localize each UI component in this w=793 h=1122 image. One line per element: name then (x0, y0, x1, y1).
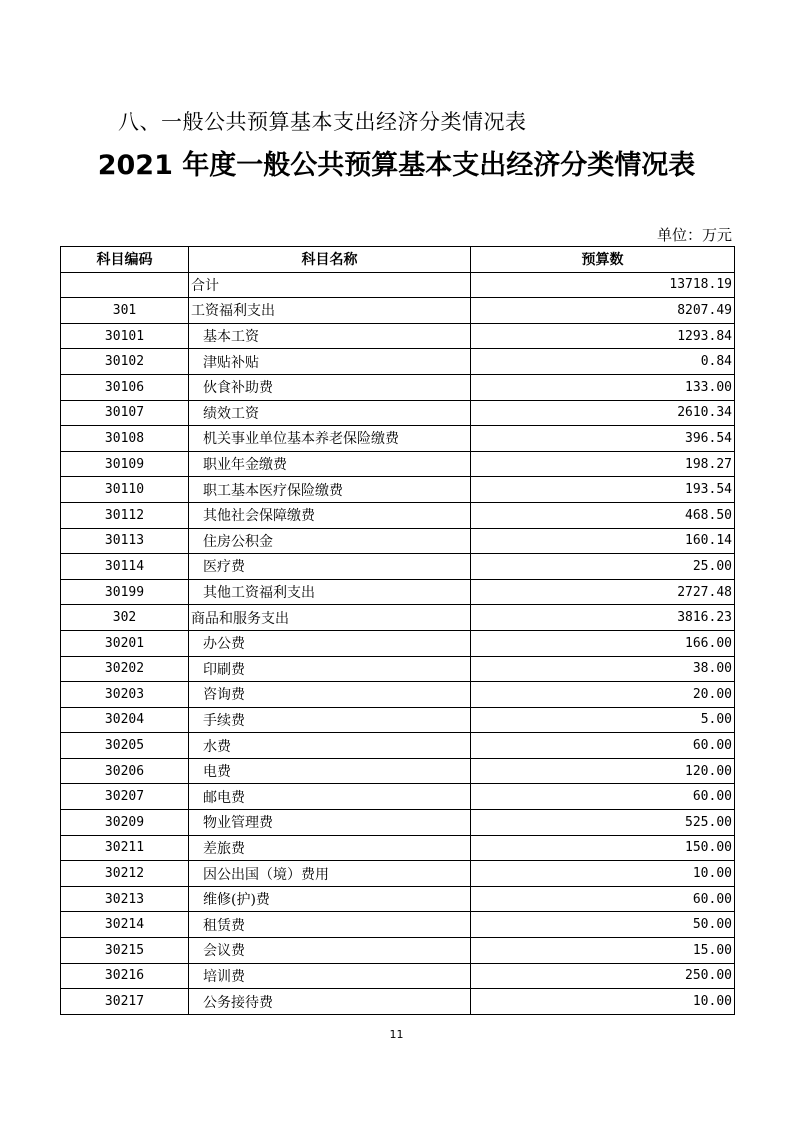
cell-name: 手续费 (189, 707, 471, 733)
cell-code: 30109 (61, 451, 189, 477)
table-row (61, 733, 735, 759)
cell-name: 物业管理费 (189, 810, 471, 836)
cell-amount: 13718.19 (471, 272, 735, 298)
cell-code: 30114 (61, 554, 189, 580)
table-row (61, 861, 735, 887)
cell-code: 30217 (61, 989, 189, 1015)
cell-name: 职工基本医疗保险缴费 (189, 477, 471, 503)
cell-name: 会议费 (189, 938, 471, 964)
cell-code: 30110 (61, 477, 189, 503)
cell-amount: 166.00 (471, 630, 735, 656)
cell-code: 30102 (61, 349, 189, 375)
cell-amount: 10.00 (471, 989, 735, 1015)
table-row (61, 323, 735, 349)
cell-name: 因公出国（境）费用 (189, 861, 471, 887)
cell-name: 咨询费 (189, 682, 471, 708)
cell-code: 30112 (61, 502, 189, 528)
table-body (61, 272, 735, 1014)
cell-code (61, 272, 189, 298)
cell-amount: 468.50 (471, 502, 735, 528)
table-row (61, 630, 735, 656)
cell-code: 30199 (61, 579, 189, 605)
cell-name: 绩效工资 (189, 400, 471, 426)
cell-amount: 150.00 (471, 835, 735, 861)
table-row (61, 298, 735, 324)
table-row (61, 886, 735, 912)
cell-amount: 120.00 (471, 758, 735, 784)
table-row (61, 758, 735, 784)
cell-name: 邮电费 (189, 784, 471, 810)
table-row (61, 989, 735, 1015)
cell-name: 工资福利支出 (189, 298, 471, 324)
unit-label: 单位：万元 (656, 226, 732, 244)
page-number: 11 (389, 1028, 404, 1041)
cell-code: 30206 (61, 758, 189, 784)
table-row (61, 400, 735, 426)
table-row (61, 426, 735, 452)
cell-amount: 60.00 (471, 733, 735, 759)
cell-name: 其他工资福利支出 (189, 579, 471, 605)
cell-code: 30209 (61, 810, 189, 836)
cell-name: 公务接待费 (189, 989, 471, 1015)
table-row (61, 963, 735, 989)
cell-code: 30204 (61, 707, 189, 733)
table-row (61, 349, 735, 375)
cell-code: 30216 (61, 963, 189, 989)
table-row (61, 374, 735, 400)
cell-name: 伙食补助费 (189, 374, 471, 400)
cell-code: 301 (61, 298, 189, 324)
cell-name: 住房公积金 (189, 528, 471, 554)
column-header-code: 科目编码 (61, 247, 189, 273)
cell-code: 30107 (61, 400, 189, 426)
section-heading: 八、一般公共预算基本支出经济分类情况表 (118, 110, 527, 134)
cell-amount: 2727.48 (471, 579, 735, 605)
table-row (61, 477, 735, 503)
column-header-amount: 预算数 (471, 247, 735, 273)
cell-code: 30202 (61, 656, 189, 682)
table-row (61, 810, 735, 836)
cell-amount: 60.00 (471, 784, 735, 810)
cell-amount: 60.00 (471, 886, 735, 912)
cell-code: 30201 (61, 630, 189, 656)
cell-amount: 1293.84 (471, 323, 735, 349)
cell-code: 30108 (61, 426, 189, 452)
cell-code: 30211 (61, 835, 189, 861)
table-row (61, 605, 735, 631)
page-title: 2021 年度一般公共预算基本支出经济分类情况表 (97, 150, 696, 181)
cell-name: 水费 (189, 733, 471, 759)
table-row (61, 912, 735, 938)
table-row (61, 784, 735, 810)
cell-code: 30113 (61, 528, 189, 554)
cell-code: 30214 (61, 912, 189, 938)
cell-amount: 3816.23 (471, 605, 735, 631)
cell-code: 30205 (61, 733, 189, 759)
cell-amount: 15.00 (471, 938, 735, 964)
cell-amount: 0.84 (471, 349, 735, 375)
cell-amount: 38.00 (471, 656, 735, 682)
cell-code: 302 (61, 605, 189, 631)
cell-amount: 25.00 (471, 554, 735, 580)
cell-amount: 10.00 (471, 861, 735, 887)
cell-amount: 2610.34 (471, 400, 735, 426)
cell-amount: 8207.49 (471, 298, 735, 324)
cell-name: 电费 (189, 758, 471, 784)
cell-name: 商品和服务支出 (189, 605, 471, 631)
cell-amount: 198.27 (471, 451, 735, 477)
table-row (61, 682, 735, 708)
cell-amount: 50.00 (471, 912, 735, 938)
table-row (61, 528, 735, 554)
cell-name: 租赁费 (189, 912, 471, 938)
cell-code: 30106 (61, 374, 189, 400)
cell-name: 维修(护)费 (189, 886, 471, 912)
cell-name: 机关事业单位基本养老保险缴费 (189, 426, 471, 452)
cell-amount: 525.00 (471, 810, 735, 836)
cell-amount: 5.00 (471, 707, 735, 733)
cell-code: 30101 (61, 323, 189, 349)
cell-name: 差旅费 (189, 835, 471, 861)
cell-name: 印刷费 (189, 656, 471, 682)
cell-name: 医疗费 (189, 554, 471, 580)
cell-code: 30207 (61, 784, 189, 810)
cell-name: 培训费 (189, 963, 471, 989)
table-row (61, 502, 735, 528)
cell-name: 合计 (189, 272, 471, 298)
cell-amount: 396.54 (471, 426, 735, 452)
table-row (61, 554, 735, 580)
cell-name: 其他社会保障缴费 (189, 502, 471, 528)
cell-name: 基本工资 (189, 323, 471, 349)
table-row (61, 579, 735, 605)
cell-name: 津贴补贴 (189, 349, 471, 375)
cell-amount: 193.54 (471, 477, 735, 503)
cell-code: 30203 (61, 682, 189, 708)
cell-amount: 133.00 (471, 374, 735, 400)
table-row (61, 835, 735, 861)
cell-code: 30212 (61, 861, 189, 887)
cell-amount: 250.00 (471, 963, 735, 989)
cell-name: 办公费 (189, 630, 471, 656)
table-row (61, 272, 735, 298)
table-row (61, 938, 735, 964)
cell-name: 职业年金缴费 (189, 451, 471, 477)
cell-code: 30213 (61, 886, 189, 912)
cell-amount: 160.14 (471, 528, 735, 554)
table-header-row (61, 247, 735, 273)
table-row (61, 656, 735, 682)
table-row (61, 707, 735, 733)
column-header-name: 科目名称 (189, 247, 471, 273)
cell-amount: 20.00 (471, 682, 735, 708)
budget-table (60, 246, 735, 1015)
cell-code: 30215 (61, 938, 189, 964)
table-row (61, 451, 735, 477)
